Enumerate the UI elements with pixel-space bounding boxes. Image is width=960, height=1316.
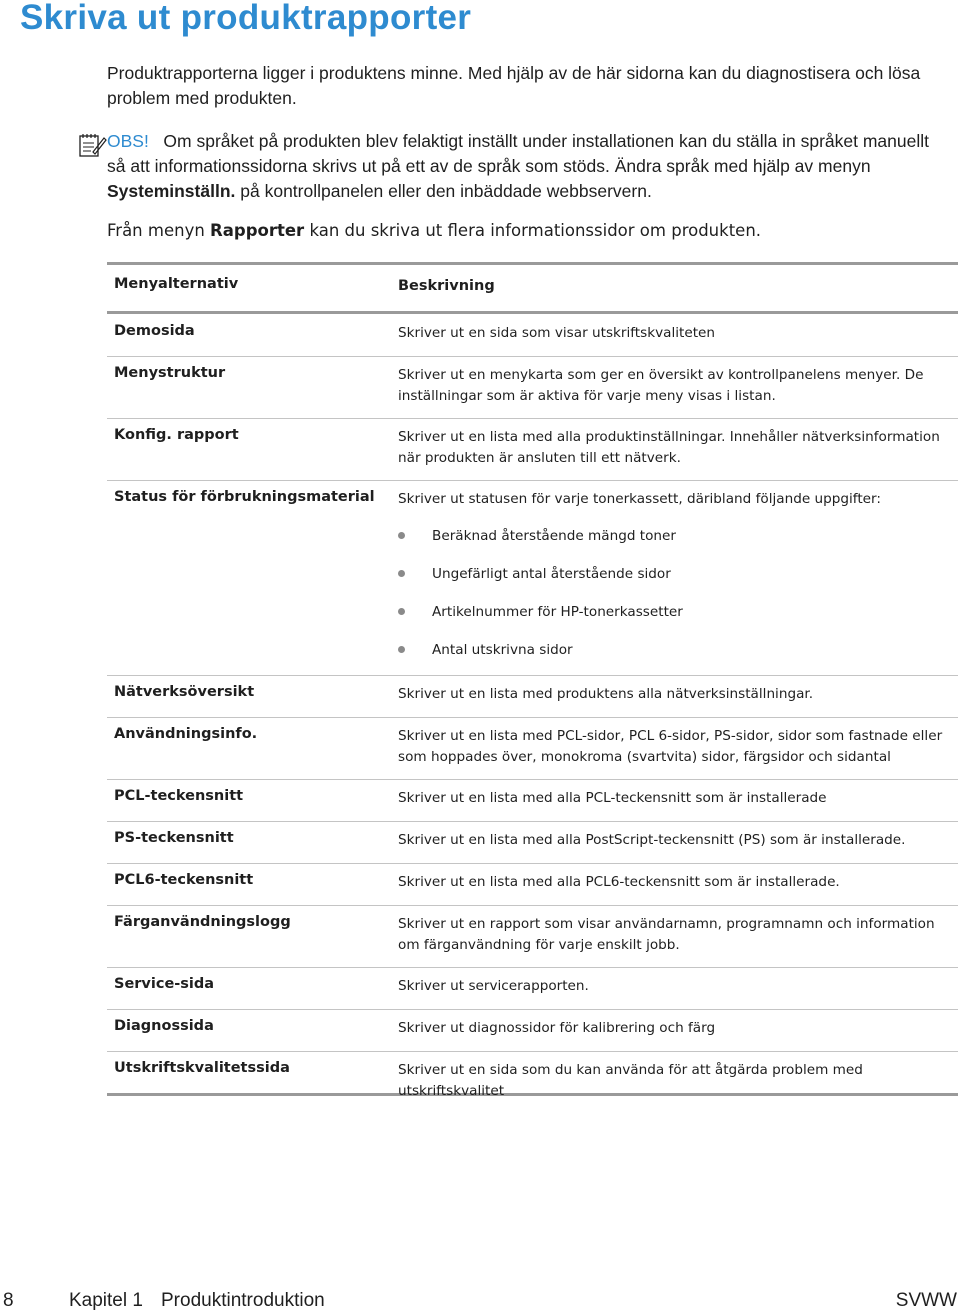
note-pad-icon <box>77 130 107 160</box>
table-header-row <box>107 265 958 311</box>
reports-paragraph <box>107 219 952 243</box>
supply-info-list <box>398 526 952 678</box>
bullet-icon <box>398 570 405 577</box>
table-row <box>107 481 958 675</box>
table-row <box>107 780 958 821</box>
list-item <box>398 526 952 564</box>
reports-table <box>107 262 958 1099</box>
menu-item-cell: Menystruktur <box>114 365 226 381</box>
table-row <box>107 718 958 779</box>
note-label: OBS! <box>107 131 149 151</box>
table-bottom-rule <box>107 1093 958 1096</box>
description-cell: Skriver ut en lista med alla PCL6-teckensnitt som är installerade. <box>398 874 840 890</box>
list-item <box>398 564 952 602</box>
table-row <box>107 357 958 418</box>
column-header-description: Beskrivning <box>398 278 495 294</box>
footer-right-text: SVWW <box>895 1290 957 1311</box>
menu-item-cell: PCL6-teckensnitt <box>114 872 254 888</box>
note-text-after: på kontrollpanelen eller den inbäddade webbservern. <box>240 181 652 201</box>
note-paragraph <box>107 129 947 204</box>
list-item <box>398 640 952 678</box>
description-cell <box>391 489 958 675</box>
menu-item-cell: Konfig. rapport <box>114 427 239 443</box>
menu-item-cell: Användningsinfo. <box>114 726 258 742</box>
menu-item-cell: Utskriftskvalitetssida <box>114 1060 290 1076</box>
description-cell: Skriver ut en lista med produktens alla nätverksinställningar. <box>398 686 814 702</box>
table-row <box>107 864 958 905</box>
table-row <box>107 676 958 717</box>
description-cell: Skriver ut en lista med alla produktinställningar. Innehåller nätverksinformation när produkten är ansluten till ett nätverk. <box>398 429 940 466</box>
intro-paragraph: Produktrapporterna ligger i produktens minne. Med hjälp av de här sidorna kan du diagnostisera och lösa problem med produkten. <box>107 63 921 108</box>
description-text: Skriver ut statusen för varje tonerkassett, däribland följande uppgifter: <box>398 491 881 507</box>
reports-text-after: kan du skriva ut flera informationssidor om produkten. <box>309 221 762 240</box>
table-row <box>107 822 958 863</box>
list-item-text: Artikelnummer för HP-tonerkassetter <box>432 604 683 620</box>
menu-item-cell: Nätverksöversikt <box>114 684 255 700</box>
description-cell: Skriver ut servicerapporten. <box>398 978 589 994</box>
list-item-text: Beräknad återstående mängd toner <box>432 528 677 544</box>
bullet-icon <box>398 608 405 615</box>
chapter-label: Kapitel 1 <box>69 1290 143 1311</box>
table-row <box>107 419 958 480</box>
description-cell: Skriver ut en sida som visar utskriftskvaliteten <box>398 325 716 341</box>
description-cell: Skriver ut en sida som du kan använda för att åtgärda problem med utskriftskvalitet <box>398 1062 863 1099</box>
page-number: 8 <box>3 1290 14 1311</box>
menu-item-cell: Service-sida <box>114 976 215 992</box>
menu-item-cell: PS-teckensnitt <box>114 830 234 846</box>
note-text-before: Om språket på produkten blev felaktigt inställt under installationen kan du ställa in språket manuellt så att informationssidorna skrivs ut på ett av de språk som stöds. Ändra språk med hjälp av menyn <box>107 131 929 176</box>
note-menu-name: Systeminställn. <box>107 181 236 201</box>
bullet-icon <box>398 532 405 539</box>
description-cell: Skriver ut en lista med PCL-sidor, PCL 6-sidor, PS-sidor, sidor som fastnade eller som hoppades över, monokroma (svartvita) sidor, färgsidor och sidantal <box>398 728 943 765</box>
table-row <box>107 968 958 1009</box>
chapter-name: Produktintroduktion <box>161 1290 325 1311</box>
list-item-text: Antal utskrivna sidor <box>432 642 573 658</box>
list-item <box>398 602 952 640</box>
description-cell: Skriver ut en rapport som visar användarnamn, programnamn och information om färganvändning för varje enskilt jobb. <box>398 916 935 953</box>
description-cell: Skriver ut en lista med alla PCL-teckensnitt som är installerade <box>398 790 827 806</box>
reports-text-before: Från menyn <box>107 221 205 240</box>
column-header-menu-item: Menyalternativ <box>114 276 239 292</box>
table-row <box>107 906 958 967</box>
description-cell: Skriver ut diagnossidor för kalibrering och färg <box>398 1020 716 1036</box>
description-cell: Skriver ut en menykarta som ger en översikt av kontrollpanelens menyer. De inställningar som är aktiva för varje meny visas i listan. <box>398 367 924 404</box>
table-row <box>107 314 958 356</box>
bullet-icon <box>398 646 405 653</box>
table-row <box>107 1010 958 1051</box>
menu-item-cell: PCL-teckensnitt <box>114 788 244 804</box>
page-title: Skriva ut produktrapporter <box>20 0 472 37</box>
menu-item-cell: Färganvändningslogg <box>114 914 291 930</box>
menu-item-cell: Diagnossida <box>114 1018 214 1034</box>
list-item-text: Ungefärligt antal återstående sidor <box>432 566 671 582</box>
menu-item-cell: Demosida <box>114 323 195 339</box>
description-cell: Skriver ut en lista med alla PostScript-teckensnitt (PS) som är installerade. <box>398 832 906 848</box>
page-footer <box>0 1290 960 1314</box>
reports-menu-name: Rapporter <box>210 221 305 240</box>
table-row <box>107 1052 958 1099</box>
menu-item-cell: Status för förbrukningsmaterial <box>114 489 375 505</box>
